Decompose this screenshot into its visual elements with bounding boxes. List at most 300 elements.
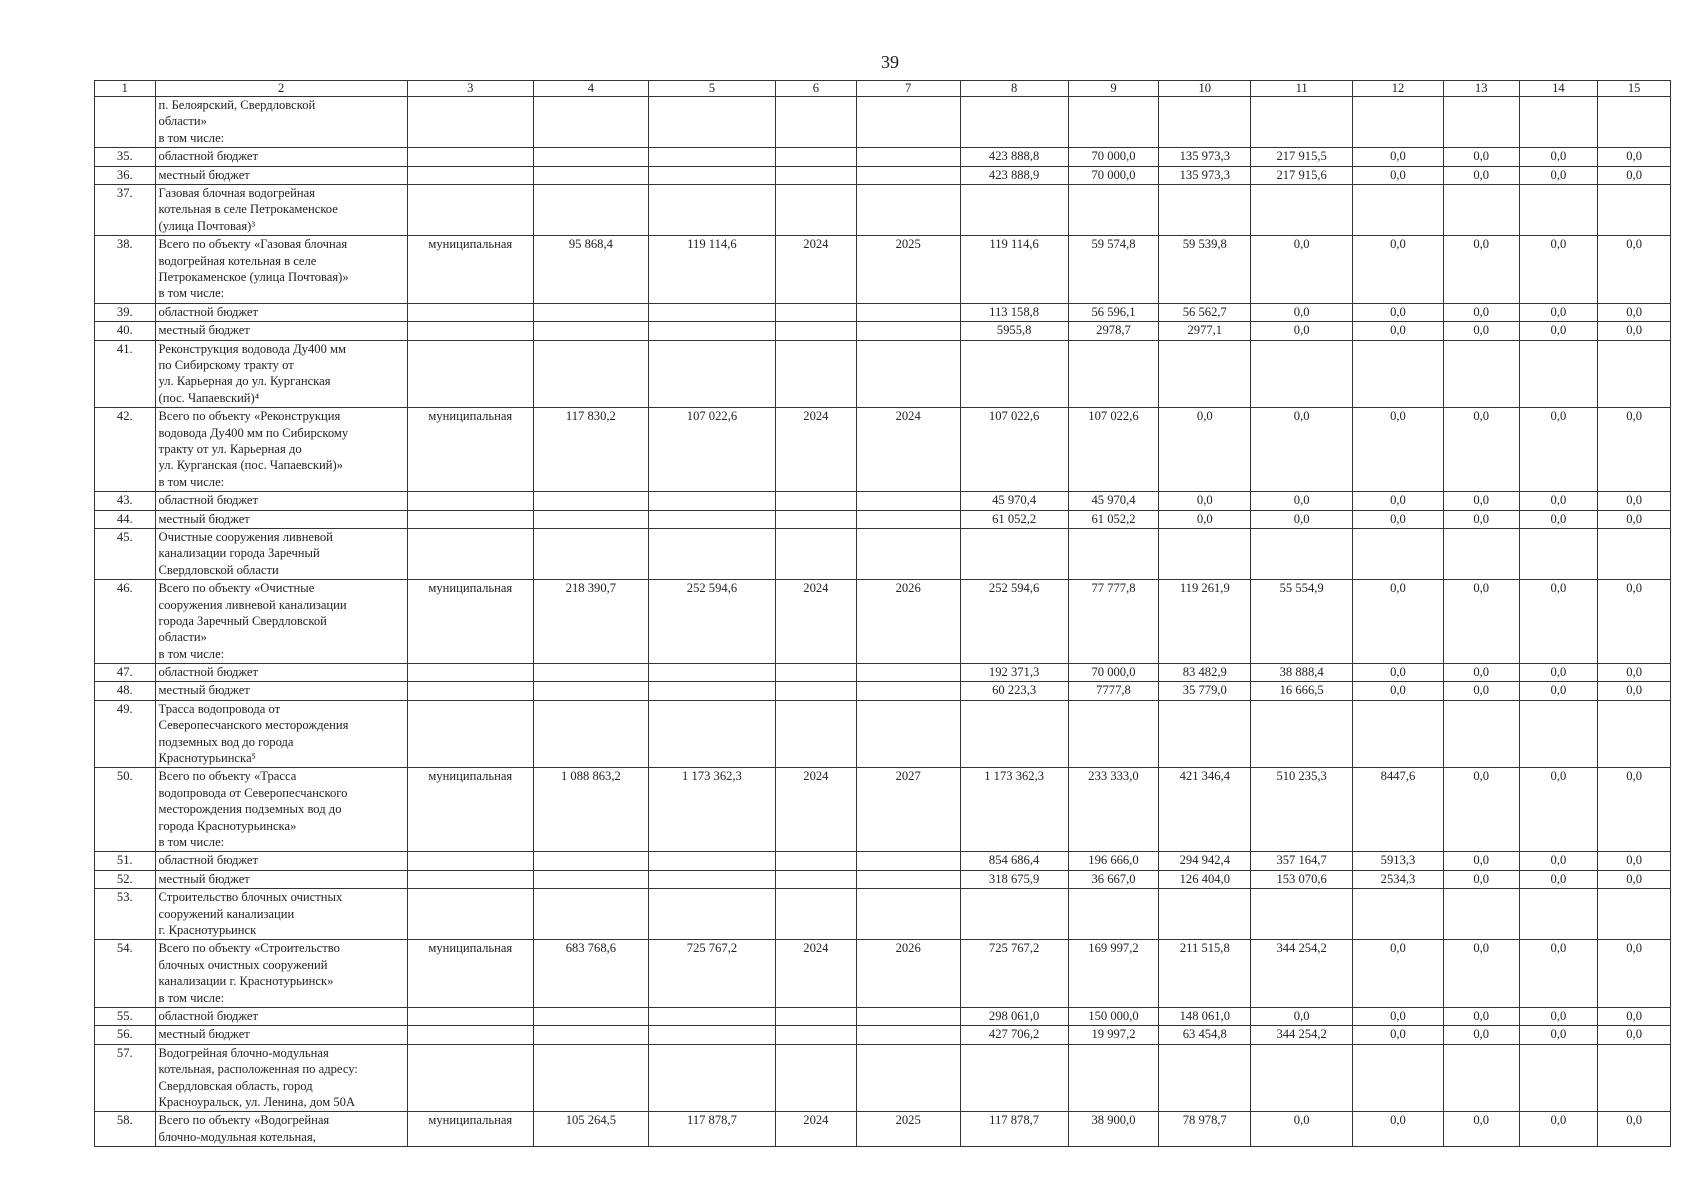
value-cell	[533, 852, 648, 870]
value-cell: 0,0	[1159, 510, 1251, 528]
value-cell	[1443, 1044, 1519, 1112]
table-row	[95, 408, 1671, 492]
value-cell	[407, 528, 533, 579]
row-label: Всего по объекту «Очистные сооружения ливневой канализации города Заречный Свердловской области» в том числе:	[155, 580, 407, 664]
value-cell: 0,0	[1519, 768, 1598, 852]
value-cell	[648, 97, 775, 148]
value-cell	[407, 148, 533, 166]
table-row	[95, 340, 1671, 408]
value-cell: 70 000,0	[1068, 166, 1159, 184]
row-number: 56.	[95, 1026, 156, 1044]
value-cell: 0,0	[1598, 580, 1671, 664]
value-cell	[407, 97, 533, 148]
value-cell	[1598, 340, 1671, 408]
value-cell: 126 404,0	[1159, 870, 1251, 888]
value-cell	[1068, 184, 1159, 235]
value-cell: 0,0	[1519, 940, 1598, 1008]
value-cell	[1159, 97, 1251, 148]
header-cell: 13	[1443, 81, 1519, 97]
value-cell	[533, 510, 648, 528]
value-cell	[960, 528, 1068, 579]
value-cell: 60 223,3	[960, 682, 1068, 700]
row-label: областной бюджет	[155, 852, 407, 870]
value-cell: 0,0	[1251, 492, 1353, 510]
value-cell: 0,0	[1443, 580, 1519, 664]
header-cell: 5	[648, 81, 775, 97]
value-cell: 2024	[776, 768, 857, 852]
value-cell: 218 390,7	[533, 580, 648, 664]
value-cell	[776, 97, 857, 148]
row-number: 47.	[95, 664, 156, 682]
value-cell: 0,0	[1598, 1026, 1671, 1044]
value-cell: 107 022,6	[1068, 408, 1159, 492]
value-cell: 0,0	[1443, 236, 1519, 304]
value-cell: 427 706,2	[960, 1026, 1068, 1044]
value-cell: 357 164,7	[1251, 852, 1353, 870]
value-cell	[1353, 184, 1444, 235]
header-row	[95, 81, 1671, 97]
value-cell	[533, 528, 648, 579]
value-cell: 0,0	[1353, 664, 1444, 682]
row-number: 53.	[95, 889, 156, 940]
table-row	[95, 322, 1671, 340]
row-label: Очистные сооружения ливневой канализации города Заречный Свердловской области	[155, 528, 407, 579]
budget-table	[94, 80, 1671, 1147]
value-cell: 117 830,2	[533, 408, 648, 492]
value-cell	[1251, 528, 1353, 579]
value-cell: 169 997,2	[1068, 940, 1159, 1008]
value-cell	[533, 1026, 648, 1044]
value-cell: 135 973,3	[1159, 166, 1251, 184]
value-cell: 0,0	[1443, 166, 1519, 184]
value-cell: 217 915,5	[1251, 148, 1353, 166]
value-cell: муниципальная	[407, 768, 533, 852]
value-cell	[1519, 184, 1598, 235]
value-cell	[1159, 889, 1251, 940]
value-cell	[776, 340, 857, 408]
value-cell	[1251, 889, 1353, 940]
header-cell: 9	[1068, 81, 1159, 97]
value-cell	[648, 700, 775, 768]
value-cell	[1068, 97, 1159, 148]
value-cell	[407, 303, 533, 321]
table-row	[95, 940, 1671, 1008]
value-cell	[1068, 340, 1159, 408]
value-cell: 0,0	[1598, 768, 1671, 852]
value-cell	[776, 184, 857, 235]
table-row	[95, 852, 1671, 870]
value-cell: 0,0	[1443, 1026, 1519, 1044]
row-label: Всего по объекту «Газовая блочная водогрейная котельная в селе Петрокаменское (улица Почтовая)» в том числе:	[155, 236, 407, 304]
value-cell	[776, 1008, 857, 1026]
value-cell	[407, 852, 533, 870]
value-cell	[648, 528, 775, 579]
table-row	[95, 1008, 1671, 1026]
value-cell: 252 594,6	[960, 580, 1068, 664]
value-cell	[407, 682, 533, 700]
value-cell	[960, 700, 1068, 768]
value-cell	[533, 870, 648, 888]
value-cell	[856, 852, 960, 870]
value-cell	[648, 1008, 775, 1026]
value-cell: 0,0	[1598, 870, 1671, 888]
value-cell: 61 052,2	[960, 510, 1068, 528]
table-row	[95, 768, 1671, 852]
value-cell: 113 158,8	[960, 303, 1068, 321]
value-cell: 0,0	[1519, 303, 1598, 321]
value-cell: 35 779,0	[1159, 682, 1251, 700]
value-cell	[1443, 340, 1519, 408]
value-cell	[1598, 528, 1671, 579]
value-cell	[1443, 184, 1519, 235]
value-cell	[1598, 700, 1671, 768]
value-cell: 0,0	[1443, 682, 1519, 700]
value-cell	[856, 1026, 960, 1044]
value-cell: 61 052,2	[1068, 510, 1159, 528]
value-cell: 196 666,0	[1068, 852, 1159, 870]
value-cell	[776, 148, 857, 166]
value-cell: 0,0	[1598, 492, 1671, 510]
value-cell	[533, 166, 648, 184]
row-label: областной бюджет	[155, 148, 407, 166]
value-cell: 0,0	[1598, 148, 1671, 166]
value-cell: 0,0	[1598, 1008, 1671, 1026]
value-cell: 0,0	[1353, 682, 1444, 700]
value-cell	[1068, 1044, 1159, 1112]
value-cell: 38 888,4	[1251, 664, 1353, 682]
value-cell: 0,0	[1159, 408, 1251, 492]
value-cell: 70 000,0	[1068, 148, 1159, 166]
value-cell	[1443, 889, 1519, 940]
value-cell: 2026	[856, 940, 960, 1008]
value-cell	[1519, 528, 1598, 579]
value-cell	[1159, 528, 1251, 579]
value-cell	[960, 889, 1068, 940]
value-cell: 0,0	[1598, 510, 1671, 528]
value-cell	[407, 1044, 533, 1112]
value-cell	[533, 700, 648, 768]
value-cell	[533, 340, 648, 408]
table-row	[95, 303, 1671, 321]
value-cell: 0,0	[1519, 166, 1598, 184]
value-cell: 423 888,8	[960, 148, 1068, 166]
value-cell: 1 173 362,3	[960, 768, 1068, 852]
value-cell	[856, 166, 960, 184]
value-cell	[856, 340, 960, 408]
row-number: 40.	[95, 322, 156, 340]
value-cell: муниципальная	[407, 408, 533, 492]
header-cell: 12	[1353, 81, 1444, 97]
row-label: Всего по объекту «Трасса водопровода от Северопесчанского месторождения подземных вод до города Краснотурьинска» в том числе:	[155, 768, 407, 852]
table-row	[95, 700, 1671, 768]
row-label: местный бюджет	[155, 870, 407, 888]
value-cell	[856, 528, 960, 579]
value-cell	[533, 1008, 648, 1026]
value-cell	[407, 322, 533, 340]
value-cell	[1353, 700, 1444, 768]
value-cell	[856, 184, 960, 235]
value-cell: 0,0	[1353, 148, 1444, 166]
row-label: Всего по объекту «Реконструкция водовода Ду400 мм по Сибирскому тракту от ул. Карьерная до ул. Курганская (пос. Чапаевский)» в том числе:	[155, 408, 407, 492]
value-cell	[960, 340, 1068, 408]
row-number: 42.	[95, 408, 156, 492]
row-number: 44.	[95, 510, 156, 528]
value-cell: 0,0	[1251, 236, 1353, 304]
value-cell: 63 454,8	[1159, 1026, 1251, 1044]
row-label: Водогрейная блочно-модульная котельная, расположенная по адресу: Свердловская область, город Красноуральск, ул. Ленина, дом 50А	[155, 1044, 407, 1112]
value-cell: 0,0	[1251, 303, 1353, 321]
value-cell	[407, 1026, 533, 1044]
value-cell: 83 482,9	[1159, 664, 1251, 682]
value-cell: 0,0	[1443, 1112, 1519, 1147]
value-cell: 0,0	[1598, 1112, 1671, 1147]
value-cell	[856, 492, 960, 510]
row-number: 39.	[95, 303, 156, 321]
value-cell	[1598, 97, 1671, 148]
value-cell	[648, 682, 775, 700]
value-cell: 294 942,4	[1159, 852, 1251, 870]
value-cell: 0,0	[1519, 852, 1598, 870]
value-cell: 107 022,6	[648, 408, 775, 492]
value-cell: 0,0	[1598, 664, 1671, 682]
value-cell: 0,0	[1251, 1112, 1353, 1147]
value-cell: 510 235,3	[1251, 768, 1353, 852]
value-cell: 0,0	[1519, 492, 1598, 510]
value-cell: 0,0	[1598, 303, 1671, 321]
value-cell	[856, 700, 960, 768]
value-cell	[776, 303, 857, 321]
value-cell: 2024	[776, 580, 857, 664]
value-cell: 0,0	[1353, 580, 1444, 664]
value-cell: 0,0	[1443, 510, 1519, 528]
value-cell	[776, 664, 857, 682]
value-cell: 0,0	[1519, 408, 1598, 492]
value-cell: 78 978,7	[1159, 1112, 1251, 1147]
row-label: областной бюджет	[155, 664, 407, 682]
value-cell	[648, 340, 775, 408]
value-cell	[533, 664, 648, 682]
value-cell: 70 000,0	[1068, 664, 1159, 682]
value-cell	[648, 870, 775, 888]
value-cell	[856, 97, 960, 148]
row-number: 52.	[95, 870, 156, 888]
value-cell: 119 261,9	[1159, 580, 1251, 664]
header-cell: 4	[533, 81, 648, 97]
value-cell: 683 768,6	[533, 940, 648, 1008]
value-cell	[407, 700, 533, 768]
value-cell: 135 973,3	[1159, 148, 1251, 166]
value-cell	[776, 852, 857, 870]
value-cell: 150 000,0	[1068, 1008, 1159, 1026]
value-cell	[407, 889, 533, 940]
value-cell	[533, 184, 648, 235]
header-cell: 3	[407, 81, 533, 97]
value-cell: 0,0	[1159, 492, 1251, 510]
value-cell: 117 878,7	[960, 1112, 1068, 1147]
value-cell	[960, 1044, 1068, 1112]
value-cell	[1598, 1044, 1671, 1112]
value-cell: 0,0	[1443, 408, 1519, 492]
value-cell	[1353, 1044, 1444, 1112]
value-cell: 119 114,6	[648, 236, 775, 304]
value-cell: 59 574,8	[1068, 236, 1159, 304]
value-cell: 0,0	[1443, 940, 1519, 1008]
table-row	[95, 528, 1671, 579]
value-cell: 0,0	[1251, 322, 1353, 340]
row-number: 54.	[95, 940, 156, 1008]
value-cell	[1598, 184, 1671, 235]
value-cell	[776, 322, 857, 340]
value-cell: 8447,6	[1353, 768, 1444, 852]
value-cell	[856, 889, 960, 940]
value-cell: 2027	[856, 768, 960, 852]
row-label: областной бюджет	[155, 1008, 407, 1026]
row-number: 57.	[95, 1044, 156, 1112]
value-cell: 59 539,8	[1159, 236, 1251, 304]
value-cell: 0,0	[1353, 492, 1444, 510]
value-cell: 0,0	[1443, 303, 1519, 321]
table-row	[95, 492, 1671, 510]
table-row	[95, 889, 1671, 940]
header-cell: 11	[1251, 81, 1353, 97]
table-row	[95, 870, 1671, 888]
value-cell: муниципальная	[407, 1112, 533, 1147]
row-label: Газовая блочная водогрейная котельная в селе Петрокаменское (улица Почтовая)³	[155, 184, 407, 235]
value-cell	[1251, 340, 1353, 408]
table-row	[95, 682, 1671, 700]
value-cell	[1443, 97, 1519, 148]
value-cell: 0,0	[1353, 408, 1444, 492]
value-cell	[1251, 700, 1353, 768]
value-cell	[856, 510, 960, 528]
header-cell: 8	[960, 81, 1068, 97]
row-number: 41.	[95, 340, 156, 408]
value-cell	[1353, 528, 1444, 579]
value-cell: 2024	[776, 940, 857, 1008]
value-cell	[1068, 700, 1159, 768]
value-cell	[533, 322, 648, 340]
value-cell	[1519, 97, 1598, 148]
header-cell: 14	[1519, 81, 1598, 97]
value-cell	[533, 682, 648, 700]
value-cell	[407, 184, 533, 235]
value-cell: 0,0	[1443, 322, 1519, 340]
value-cell	[776, 700, 857, 768]
value-cell: 0,0	[1598, 852, 1671, 870]
value-cell: 0,0	[1519, 1026, 1598, 1044]
row-label: Всего по объекту «Водогрейная блочно-модульная котельная,	[155, 1112, 407, 1147]
row-label: местный бюджет	[155, 682, 407, 700]
value-cell: 0,0	[1443, 492, 1519, 510]
value-cell	[1519, 700, 1598, 768]
row-number: 50.	[95, 768, 156, 852]
table-row	[95, 1044, 1671, 1112]
value-cell: 0,0	[1598, 166, 1671, 184]
value-cell: 725 767,2	[648, 940, 775, 1008]
value-cell: 2978,7	[1068, 322, 1159, 340]
value-cell	[856, 303, 960, 321]
value-cell	[648, 1026, 775, 1044]
value-cell	[648, 322, 775, 340]
row-label: местный бюджет	[155, 322, 407, 340]
value-cell: 0,0	[1251, 510, 1353, 528]
table-row	[95, 236, 1671, 304]
value-cell	[1519, 889, 1598, 940]
value-cell: 192 371,3	[960, 664, 1068, 682]
value-cell: 107 022,6	[960, 408, 1068, 492]
value-cell	[1159, 184, 1251, 235]
value-cell	[1068, 889, 1159, 940]
value-cell: 19 997,2	[1068, 1026, 1159, 1044]
value-cell	[1159, 1044, 1251, 1112]
value-cell: 1 088 863,2	[533, 768, 648, 852]
value-cell	[533, 889, 648, 940]
value-cell	[533, 1044, 648, 1112]
value-cell	[533, 303, 648, 321]
value-cell	[648, 166, 775, 184]
value-cell: 0,0	[1443, 870, 1519, 888]
value-cell: 0,0	[1353, 322, 1444, 340]
header-cell: 10	[1159, 81, 1251, 97]
value-cell	[648, 889, 775, 940]
row-number: 46.	[95, 580, 156, 664]
table-row	[95, 580, 1671, 664]
value-cell: 854 686,4	[960, 852, 1068, 870]
value-cell	[776, 510, 857, 528]
row-label: Всего по объекту «Строительство блочных очистных сооружений канализации г. Краснотурьинск» в том числе:	[155, 940, 407, 1008]
row-number: 49.	[95, 700, 156, 768]
row-label: областной бюджет	[155, 492, 407, 510]
row-label: Строительство блочных очистных сооружений канализации г. Краснотурьинск	[155, 889, 407, 940]
table-row	[95, 510, 1671, 528]
value-cell	[1353, 340, 1444, 408]
header-cell: 15	[1598, 81, 1671, 97]
value-cell: 5913,3	[1353, 852, 1444, 870]
value-cell	[1159, 340, 1251, 408]
value-cell: 0,0	[1598, 236, 1671, 304]
row-number: 51.	[95, 852, 156, 870]
value-cell	[648, 492, 775, 510]
value-cell: 2026	[856, 580, 960, 664]
value-cell: 211 515,8	[1159, 940, 1251, 1008]
value-cell	[648, 184, 775, 235]
value-cell: 217 915,6	[1251, 166, 1353, 184]
value-cell: 7777,8	[1068, 682, 1159, 700]
row-label: Реконструкция водовода Ду400 мм по Сибирскому тракту от ул. Карьерная до ул. Курганская (пос. Чапаевский)⁴	[155, 340, 407, 408]
row-number: 58.	[95, 1112, 156, 1147]
value-cell: 2025	[856, 1112, 960, 1147]
value-cell: 252 594,6	[648, 580, 775, 664]
value-cell: 421 346,4	[1159, 768, 1251, 852]
value-cell: 233 333,0	[1068, 768, 1159, 852]
value-cell: 318 675,9	[960, 870, 1068, 888]
value-cell	[407, 492, 533, 510]
value-cell: 423 888,9	[960, 166, 1068, 184]
value-cell	[1519, 340, 1598, 408]
value-cell: 0,0	[1598, 408, 1671, 492]
value-cell: 0,0	[1353, 510, 1444, 528]
row-number: 55.	[95, 1008, 156, 1026]
value-cell: 45 970,4	[960, 492, 1068, 510]
value-cell	[856, 870, 960, 888]
value-cell: 0,0	[1519, 1112, 1598, 1147]
value-cell	[856, 1044, 960, 1112]
header-cell: 6	[776, 81, 857, 97]
value-cell	[648, 510, 775, 528]
value-cell	[856, 322, 960, 340]
value-cell	[776, 1044, 857, 1112]
value-cell	[1443, 700, 1519, 768]
